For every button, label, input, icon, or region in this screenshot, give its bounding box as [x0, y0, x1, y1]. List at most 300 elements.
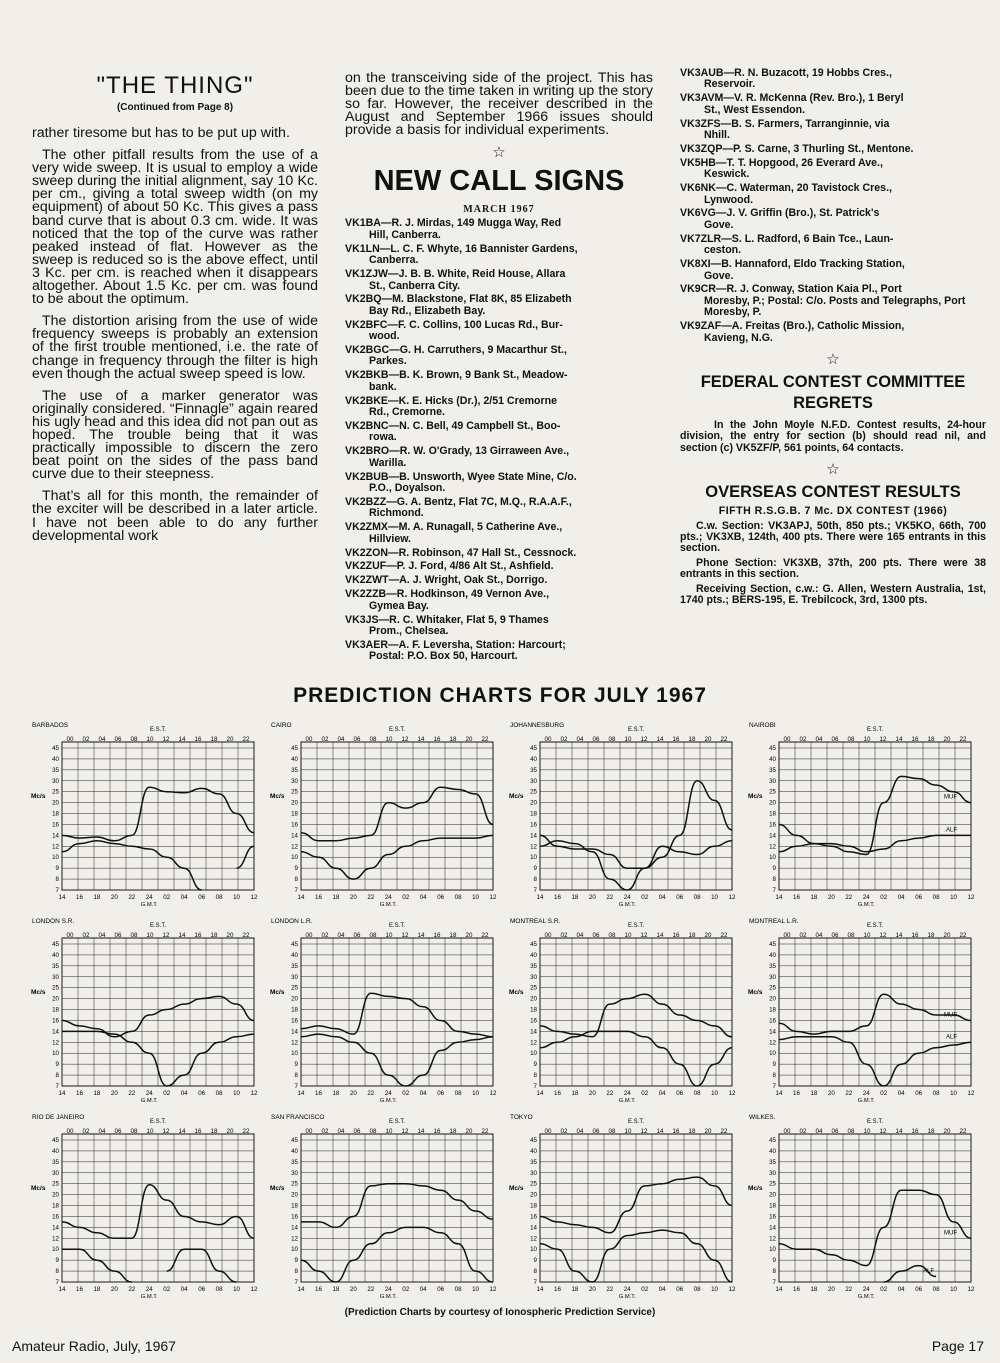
chart-y-tick: 12 — [530, 1235, 537, 1243]
chart-est-tick: 14 — [417, 1128, 425, 1135]
callsign-entry — [345, 320, 653, 343]
chart-y-tick: 45 — [769, 745, 776, 752]
chart-est-tick: 00 — [544, 736, 552, 743]
chart-gmt-tick: 16 — [315, 1090, 322, 1097]
chart-est-label: E.S.T. — [388, 1119, 406, 1125]
chart-y-tick: 16 — [530, 821, 537, 829]
callsign-code: VK2BRO — [345, 445, 390, 458]
chart-est-tick: 10 — [624, 932, 632, 939]
chart-gmt-tick: 22 — [367, 894, 375, 901]
chart-est-tick: 00 — [783, 932, 791, 939]
callsign-entry — [680, 284, 986, 318]
chart-y-tick: 7 — [533, 1279, 537, 1286]
star-divider-icon: ☆ — [826, 349, 840, 368]
chart-gmt-tick: 12 — [250, 1090, 258, 1097]
prediction-chart — [506, 1110, 741, 1302]
chart-gmt-tick: 18 — [571, 1286, 579, 1293]
callsign-code: VK1ZJW — [345, 268, 388, 281]
chart-y-tick: 16 — [52, 1213, 59, 1221]
chart-est-tick: 06 — [592, 1128, 600, 1135]
chart-y-tick: 30 — [530, 973, 537, 981]
chart-est-tick: 14 — [895, 736, 903, 743]
chart-y-tick: 7 — [55, 887, 59, 894]
chart-est-tick: 18 — [449, 736, 457, 743]
callsign-code: VK2ZMX — [345, 521, 388, 534]
chart-est-tick: 18 — [449, 1128, 457, 1135]
chart-gmt-label: G.M.T. — [857, 1294, 875, 1300]
chart-gmt-tick: 12 — [489, 1090, 497, 1097]
callsign-entry — [680, 321, 986, 344]
chart-y-tick: 12 — [291, 843, 298, 851]
chart-est-tick: 04 — [98, 932, 106, 939]
chart-est-tick: 06 — [592, 736, 600, 743]
callsign-holder: —B. S. Farmers, Tarranginnie, via — [720, 117, 890, 130]
chart-est-tick: 10 — [385, 932, 393, 939]
chart-y-tick: 10 — [52, 1050, 59, 1058]
chart-est-tick: 14 — [178, 736, 186, 743]
callsign-code: VK2ZUF — [345, 560, 387, 573]
chart-est-tick: 06 — [114, 932, 122, 939]
chart-gmt-tick: 18 — [332, 1090, 340, 1097]
callsign-holder: —R. Robinson, 47 Hall St., Cessnock. — [387, 546, 577, 559]
chart-est-label: E.S.T. — [149, 1119, 167, 1125]
callsign-entry — [345, 640, 653, 663]
chart-gmt-tick: 12 — [489, 1286, 497, 1293]
chart-gmt-tick: 16 — [554, 1286, 561, 1293]
chart-y-tick: 12 — [52, 1235, 59, 1243]
callsign-entry — [345, 615, 653, 638]
chart-gmt-tick: 14 — [775, 1090, 783, 1097]
prediction-chart — [28, 1110, 263, 1302]
chart-est-tick: 18 — [927, 932, 935, 939]
chart-est-label: E.S.T. — [149, 727, 167, 733]
callsign-code: VK2ZWT — [345, 574, 389, 587]
chart-y-tick: 9 — [772, 1061, 776, 1069]
chart-y-tick: 8 — [772, 1072, 776, 1080]
callsign-holder: —R. W. O'Grady, 13 Girraween Ave., — [389, 445, 570, 458]
chart-y-tick: 10 — [530, 1050, 537, 1058]
chart-est-tick: 06 — [831, 932, 839, 939]
chart-est-label: E.S.T. — [866, 923, 884, 929]
chart-gmt-tick: 08 — [693, 1286, 701, 1293]
chart-y-tick: 25 — [52, 1180, 59, 1188]
callsign-address-cont: wood. — [369, 330, 400, 343]
chart-gmt-tick: 22 — [845, 1286, 853, 1293]
footer-publication: Amateur Radio, July, 1967 — [12, 1338, 176, 1354]
chart-unit-label: Mc/s — [31, 793, 46, 801]
chart-y-tick: 20 — [291, 1191, 298, 1199]
chart-est-tick: 00 — [66, 736, 74, 743]
chart-est-tick: 00 — [305, 1128, 313, 1135]
chart-gmt-tick: 18 — [571, 894, 579, 901]
chart-y-tick: 16 — [530, 1213, 537, 1221]
chart-est-tick: 00 — [544, 1128, 552, 1135]
chart-y-tick: 8 — [55, 876, 59, 884]
callsign-holder: —G. A. Bentz, Flat 7C, M.Q., R.A.A.F., — [386, 495, 572, 508]
chart-gmt-tick: 02 — [402, 1090, 410, 1097]
chart-y-tick: 9 — [533, 1257, 537, 1265]
star-divider-icon: ☆ — [492, 143, 506, 162]
chart-gmt-tick: 12 — [728, 894, 736, 901]
chart-y-tick: 12 — [291, 1235, 298, 1243]
chart-title: JOHANNESBURG — [510, 722, 565, 729]
chart-gmt-tick: 12 — [967, 1286, 975, 1293]
callsign-entry — [345, 497, 653, 520]
chart-y-tick: 9 — [294, 1061, 298, 1069]
callsign-code: VK3ZQP — [680, 142, 723, 155]
chart-gmt-tick: 24 — [145, 1090, 153, 1097]
chart-y-tick: 40 — [291, 1147, 298, 1155]
chart-gmt-tick: 14 — [58, 894, 66, 901]
callsign-address-cont: Keswick. — [704, 168, 750, 181]
prediction-chart — [506, 914, 741, 1106]
callsign-address-cont: P.O., Doyalson. — [369, 482, 446, 494]
chart-gmt-tick: 18 — [93, 894, 101, 901]
chart-y-tick: 14 — [52, 832, 59, 840]
article-paragraph: The distortion arising from the use of wide frequency sweeps is probably an extension of the first trouble mentioned, i.e. the rate of change in frequency through the filter is high even though the actual sweep speed is low. — [32, 313, 318, 382]
chart-y-tick: 20 — [769, 799, 776, 807]
chart-y-tick: 12 — [769, 843, 776, 851]
chart-gmt-tick: 18 — [571, 1090, 579, 1097]
chart-est-tick: 20 — [704, 1128, 712, 1135]
chart-gmt-tick: 16 — [793, 1286, 800, 1293]
overseas-title: OVERSEAS CONTEST RESULTS — [705, 483, 961, 502]
chart-y-tick: 7 — [55, 1083, 59, 1090]
chart-y-tick: 45 — [52, 941, 59, 948]
chart-est-tick: 10 — [385, 1128, 393, 1135]
overseas-phone: Phone Section: VK3XB, 37th, 200 pts. There were 38 entrants in this section. — [680, 556, 986, 581]
callsign-entry — [345, 472, 653, 495]
chart-y-tick: 16 — [52, 1017, 59, 1025]
chart-gmt-tick: 24 — [862, 1090, 870, 1097]
chart-y-tick: 30 — [769, 777, 776, 785]
chart-est-tick: 18 — [927, 736, 935, 743]
chart-gmt-tick: 08 — [932, 1286, 940, 1293]
chart-y-tick: 45 — [769, 941, 776, 948]
chart-est-tick: 14 — [417, 932, 425, 939]
chart-y-tick: 35 — [530, 1158, 537, 1166]
chart-y-tick: 30 — [52, 1169, 59, 1177]
chart-est-tick: 06 — [353, 932, 361, 939]
chart-est-tick: 22 — [720, 736, 728, 743]
chart-gmt-tick: 10 — [711, 894, 718, 901]
callsign-address-cont: Prom., Chelsea. — [369, 624, 449, 637]
callsign-code: VK5HB — [680, 156, 716, 169]
chart-est-tick: 02 — [799, 1128, 807, 1135]
chart-y-tick: 16 — [291, 1213, 298, 1221]
chart-y-tick: 20 — [530, 799, 537, 807]
chart-gmt-label: G.M.T. — [857, 1098, 875, 1104]
chart-est-tick: 08 — [608, 736, 616, 743]
chart-gmt-tick: 10 — [950, 894, 957, 901]
chart-gmt-tick: 10 — [950, 1286, 957, 1293]
chart-gmt-tick: 14 — [775, 1286, 783, 1293]
callsign-holder: —A. F. Leversha, Station: Harcourt; — [387, 638, 566, 651]
chart-gmt-tick: 02 — [163, 1286, 171, 1293]
callsign-holder: —B. Hannaford, Eldo Tracking Station, — [710, 258, 905, 271]
chart-est-tick: 02 — [321, 932, 329, 939]
chart-y-tick: 45 — [291, 1137, 298, 1144]
callsign-address-cont: Gove. — [704, 269, 734, 282]
chart-gmt-tick: 14 — [58, 1286, 66, 1293]
chart-est-tick: 10 — [146, 1128, 154, 1135]
callsign-address-cont: Moresby, P.; Postal: C/o. Posts and Telegraphs, Port Moresby, P. — [704, 294, 966, 319]
chart-est-tick: 04 — [576, 1128, 584, 1135]
chart-gmt-tick: 24 — [384, 894, 392, 901]
chart-est-tick: 16 — [194, 1128, 202, 1135]
chart-gmt-label: G.M.T. — [379, 902, 397, 908]
chart-y-tick: 8 — [294, 1072, 298, 1080]
chart-svg — [267, 914, 502, 1106]
chart-est-tick: 10 — [146, 932, 154, 939]
chart-y-tick: 8 — [533, 876, 537, 884]
callsign-holder: —C. Waterman, 20 Tavistock Cres., — [715, 182, 892, 195]
chart-series-label: ALF — [945, 1034, 957, 1041]
chart-y-tick: 20 — [52, 995, 59, 1003]
chart-est-tick: 08 — [847, 1128, 855, 1135]
chart-svg — [267, 718, 502, 910]
chart-gmt-tick: 16 — [315, 1286, 322, 1293]
chart-gmt-tick: 10 — [472, 894, 479, 901]
chart-est-tick: 06 — [592, 932, 600, 939]
callsign-address-cont: ceston. — [704, 244, 742, 257]
chart-gmt-tick: 04 — [658, 1286, 666, 1293]
chart-est-tick: 02 — [560, 932, 568, 939]
prediction-chart — [267, 718, 502, 910]
callsign-holder: —R. J. Conway, Station Kaia Pl., Port — [715, 283, 902, 296]
callsign-holder: —P. S. Carne, 3 Thurling St., Mentone. — [722, 142, 914, 155]
chart-y-tick: 10 — [769, 1050, 776, 1058]
prediction-chart — [506, 718, 741, 910]
chart-est-tick: 04 — [337, 736, 345, 743]
chart-est-tick: 02 — [799, 932, 807, 939]
chart-y-tick: 40 — [530, 1147, 537, 1155]
chart-y-tick: 16 — [291, 1017, 298, 1025]
chart-y-tick: 10 — [530, 1246, 537, 1254]
callsign-holder: —K. E. Hicks (Dr.), 2/51 Cremorne — [387, 394, 557, 407]
chart-gmt-tick: 04 — [897, 1090, 905, 1097]
chart-est-tick: 18 — [449, 932, 457, 939]
chart-gmt-tick: 20 — [349, 1090, 357, 1097]
chart-gmt-tick: 02 — [163, 894, 171, 901]
chart-y-tick: 25 — [291, 788, 298, 796]
chart-est-tick: 16 — [911, 932, 919, 939]
chart-gmt-tick: 10 — [950, 1090, 957, 1097]
chart-y-tick: 45 — [291, 745, 298, 752]
chart-y-tick: 20 — [52, 1191, 59, 1199]
chart-y-tick: 8 — [772, 876, 776, 884]
chart-y-tick: 12 — [769, 1235, 776, 1243]
chart-est-tick: 14 — [178, 1128, 186, 1135]
chart-est-tick: 06 — [114, 736, 122, 743]
chart-est-tick: 00 — [66, 1128, 74, 1135]
chart-gmt-tick: 18 — [810, 1090, 818, 1097]
chart-gmt-tick: 08 — [454, 1090, 462, 1097]
chart-gmt-tick: 04 — [180, 894, 188, 901]
chart-svg — [745, 914, 980, 1106]
chart-est-tick: 12 — [879, 1128, 887, 1135]
chart-est-tick: 12 — [640, 736, 648, 743]
callsign-list — [680, 68, 986, 344]
chart-y-tick: 30 — [530, 1169, 537, 1177]
chart-title: CAIRO — [271, 722, 292, 729]
chart-gmt-tick: 18 — [332, 1286, 340, 1293]
chart-series-label: MUF — [944, 1012, 957, 1019]
chart-est-tick: 10 — [385, 736, 393, 743]
chart-gmt-tick: 08 — [215, 894, 223, 901]
chart-y-tick: 35 — [769, 766, 776, 774]
chart-est-tick: 18 — [688, 736, 696, 743]
chart-gmt-tick: 24 — [384, 1090, 392, 1097]
overseas-cw: C.w. Section: VK3APJ, 50th, 850 pts.; VK5KO, 66th, 700 pts.; VK3XB, 124th, 400 pts. There were 165 entrants in this section. — [680, 519, 986, 555]
chart-y-tick: 7 — [55, 1279, 59, 1286]
chart-y-tick: 45 — [530, 1137, 537, 1144]
chart-svg — [506, 1110, 741, 1302]
overseas-subtitle: FIFTH R.S.G.B. 7 Mc. DX CONTEST (1966) — [718, 505, 948, 518]
chart-est-tick: 14 — [656, 1128, 664, 1135]
callsign-holder: —J. V. Griffin (Bro.), St. Patrick's — [715, 207, 880, 220]
chart-gmt-tick: 10 — [233, 1090, 240, 1097]
chart-y-tick: 12 — [530, 1039, 537, 1047]
chart-svg — [506, 914, 741, 1106]
chart-y-tick: 20 — [769, 995, 776, 1003]
chart-gmt-tick: 02 — [402, 1286, 410, 1293]
chart-title: BARBADOS — [32, 722, 69, 729]
chart-est-label: E.S.T. — [388, 727, 406, 733]
callsign-address-cont: Canberra. — [369, 254, 419, 267]
chart-y-tick: 25 — [52, 788, 59, 796]
chart-gmt-tick: 14 — [536, 1090, 544, 1097]
chart-y-tick: 12 — [291, 1039, 298, 1047]
federal-title: FEDERAL CONTEST COMMITTEE REGRETS — [700, 372, 966, 412]
chart-gmt-tick: 20 — [110, 894, 118, 901]
callsign-entry — [345, 446, 653, 469]
callsign-code: VK3JS — [345, 613, 379, 626]
callsign-address-cont: Gove. — [704, 218, 734, 231]
chart-gmt-tick: 02 — [880, 1286, 888, 1293]
callsign-address-cont: Reservoir. — [704, 78, 756, 91]
chart-y-tick: 20 — [291, 799, 298, 807]
chart-gmt-label: G.M.T. — [140, 902, 158, 908]
chart-y-tick: 14 — [52, 1028, 59, 1036]
callsign-address-cont: St., West Essendon. — [704, 103, 806, 116]
chart-est-label: E.S.T. — [388, 923, 406, 929]
chart-gmt-tick: 22 — [128, 894, 136, 901]
chart-y-tick: 25 — [530, 984, 537, 992]
chart-est-tick: 08 — [130, 932, 138, 939]
chart-gmt-tick: 12 — [250, 1286, 258, 1293]
chart-y-tick: 40 — [530, 755, 537, 763]
chart-est-tick: 02 — [82, 1128, 90, 1135]
chart-est-tick: 18 — [210, 932, 218, 939]
callsign-code: VK2BGC — [345, 344, 390, 357]
chart-y-tick: 25 — [769, 1180, 776, 1188]
chart-gmt-label: G.M.T. — [618, 1294, 636, 1300]
chart-gmt-tick: 04 — [658, 894, 666, 901]
chart-gmt-tick: 02 — [880, 1090, 888, 1097]
chart-gmt-tick: 18 — [810, 1286, 818, 1293]
chart-est-tick: 00 — [305, 736, 313, 743]
chart-gmt-tick: 08 — [932, 1090, 940, 1097]
chart-svg — [28, 718, 263, 910]
chart-est-tick: 04 — [337, 1128, 345, 1135]
chart-est-tick: 10 — [863, 1128, 871, 1135]
chart-unit-label: Mc/s — [270, 989, 285, 997]
callsign-entry — [680, 158, 986, 181]
callsign-entry — [680, 234, 986, 257]
callsign-code: VK9CR — [680, 283, 716, 296]
chart-gmt-tick: 02 — [641, 1286, 649, 1293]
callsign-code: VK7ZLR — [680, 232, 722, 245]
chart-est-tick: 00 — [544, 932, 552, 939]
callsign-code: VK3ZFS — [680, 117, 721, 130]
chart-est-tick: 08 — [130, 1128, 138, 1135]
chart-gmt-tick: 10 — [233, 1286, 240, 1293]
chart-y-tick: 16 — [769, 1213, 776, 1221]
chart-y-tick: 18 — [769, 1202, 776, 1210]
chart-svg — [28, 1110, 263, 1302]
chart-gmt-tick: 24 — [623, 1286, 631, 1293]
chart-y-tick: 35 — [769, 1158, 776, 1166]
chart-y-tick: 10 — [769, 1246, 776, 1254]
chart-y-tick: 18 — [52, 1006, 59, 1014]
callsign-address-cont: Hill, Canberra. — [369, 228, 441, 241]
chart-est-tick: 14 — [895, 1128, 903, 1135]
chart-y-tick: 7 — [772, 887, 776, 894]
chart-y-tick: 30 — [769, 1169, 776, 1177]
callsigns-subtitle: MARCH 1967 — [463, 204, 535, 216]
chart-y-tick: 40 — [52, 1147, 59, 1155]
chart-gmt-tick: 20 — [827, 894, 835, 901]
callsign-address-cont: Kavieng, N.G. — [704, 331, 773, 344]
chart-y-tick: 8 — [55, 1072, 59, 1080]
charts-title: PREDICTION CHARTS FOR JULY 1967 — [293, 684, 707, 707]
chart-y-tick: 18 — [52, 810, 59, 818]
chart-gmt-tick: 06 — [198, 1090, 206, 1097]
chart-est-tick: 12 — [401, 736, 409, 743]
prediction-chart — [28, 718, 263, 910]
callsign-entry — [345, 522, 653, 545]
chart-gmt-tick: 16 — [315, 894, 322, 901]
chart-est-label: E.S.T. — [627, 1119, 645, 1125]
chart-est-tick: 22 — [481, 736, 489, 743]
chart-est-tick: 08 — [608, 1128, 616, 1135]
callsign-holder: —P. J. Ford, 4/86 Alt St., Ashfield. — [386, 560, 554, 573]
chart-y-tick: 45 — [291, 941, 298, 948]
chart-svg — [267, 1110, 502, 1302]
chart-gmt-tick: 14 — [297, 1090, 305, 1097]
chart-gmt-tick: 22 — [606, 894, 614, 901]
callsign-holder: —M. A. Runagall, 5 Catherine Ave., — [387, 521, 563, 534]
prediction-chart — [745, 1110, 980, 1302]
callsign-address-cont: Lynwood. — [704, 193, 754, 206]
chart-est-tick: 06 — [353, 736, 361, 743]
chart-title: NAIROBI — [749, 722, 776, 729]
chart-est-tick: 14 — [895, 932, 903, 939]
chart-est-tick: 10 — [624, 1128, 632, 1135]
chart-y-tick: 40 — [769, 1147, 776, 1155]
chart-y-tick: 45 — [530, 745, 537, 752]
callsign-holder: —R. Hodkinson, 49 Vernon Ave., — [386, 588, 550, 601]
chart-y-tick: 25 — [291, 984, 298, 992]
chart-y-tick: 40 — [52, 755, 59, 763]
callsign-code: VK6NK — [680, 182, 716, 195]
chart-gmt-tick: 24 — [862, 894, 870, 901]
chart-y-tick: 20 — [769, 1191, 776, 1199]
article-title: "THE THING" — [96, 72, 254, 99]
chart-gmt-label: G.M.T. — [140, 1098, 158, 1104]
chart-est-tick: 22 — [481, 1128, 489, 1135]
